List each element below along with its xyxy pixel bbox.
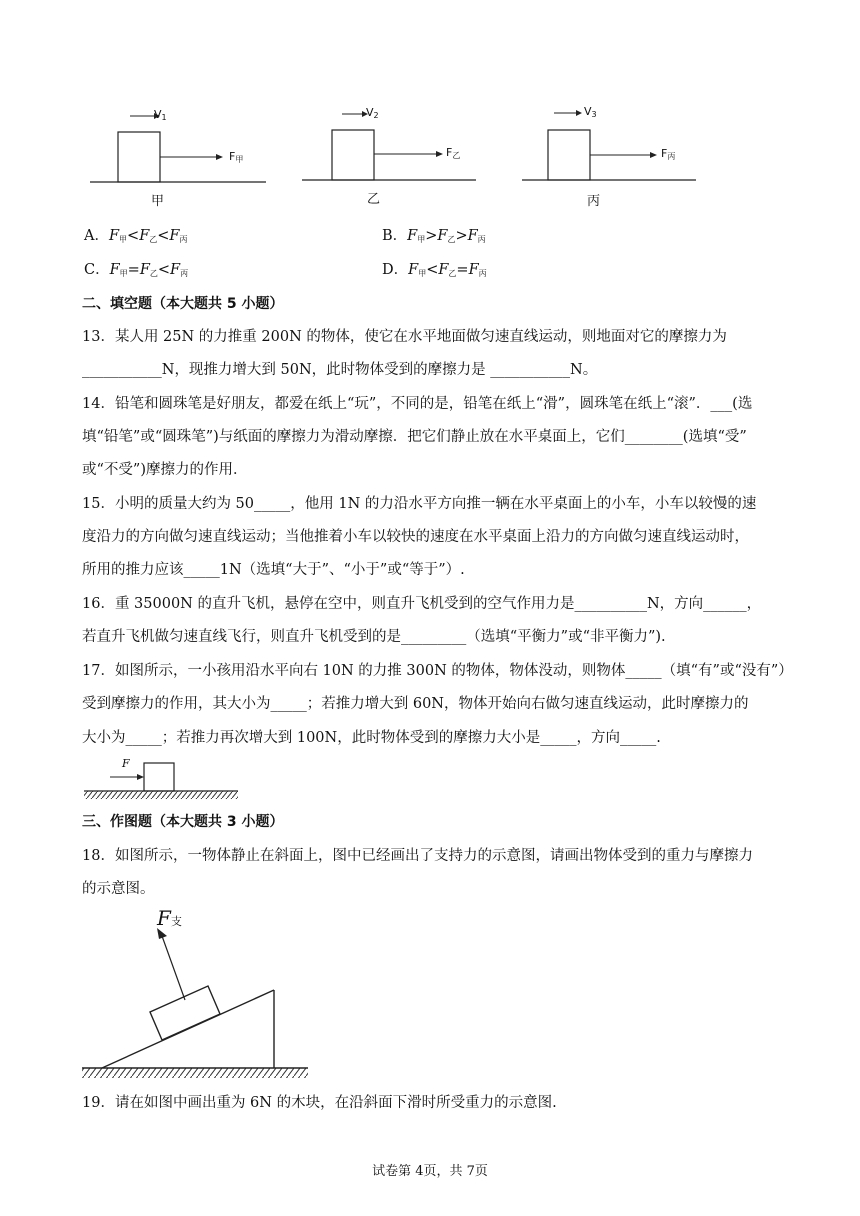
q12-option-d: D．$F_甲<F_乙=F_丙$ xyxy=(382,262,487,278)
q16-line-2: 若直升飞机做匀速直线飞行，则直升飞机受到的是_________（选填“平衡力”或“非平衡力”). xyxy=(82,629,666,645)
figure-jia xyxy=(90,113,266,182)
q15-line-2: 度沿力的方向做匀速直线运动；当他推着小车以较快的速度在水平桌面上沿力的方向做匀速直线运动时， xyxy=(82,529,749,545)
q17-figure xyxy=(82,756,242,804)
fig-yi-velocity-label: $V_2$ xyxy=(366,106,379,120)
q18-support-force-label: F支 xyxy=(157,906,182,930)
q17-line-2: 受到摩擦力的作用，其大小为_____；若推力增大到 60N，物体开始向右做匀速直线运动，此时摩擦力的 xyxy=(82,696,749,712)
fig-jia-force-label: $F_甲$ xyxy=(229,150,244,164)
q18-figure xyxy=(78,900,318,1086)
q14-line-2: 填“铅笔”或“圆珠笔”)与纸面的摩擦力为滑动摩擦．把它们静止放在水平桌面上，它们________(选填“受” xyxy=(82,429,747,445)
q12-figures xyxy=(80,96,720,216)
q19-text: 19．请在如图中画出重为 6N 的木块，在沿斜面下滑时所受重力的示意图. xyxy=(82,1095,557,1111)
q12-option-c: C．$F_甲=F_乙<F_丙$ xyxy=(84,262,189,278)
fig-bing-force-label: $F_丙$ xyxy=(661,147,676,161)
q14-line-3: 或“不受”)摩擦力的作用． xyxy=(82,462,248,478)
q17-force-label: F xyxy=(122,757,130,770)
fig-yi-force-label: $F_乙$ xyxy=(446,146,461,160)
fig-jia-caption: 甲 xyxy=(151,194,165,209)
page-footer: 试卷第 4页，共 7页 xyxy=(372,1164,488,1179)
q15-line-1: 15．小明的质量大约为 50_____，他用 1N 的力沿水平方向推一辆在水平桌面上的小车，小车以较慢的速 xyxy=(82,496,757,512)
q18-line-2: 的示意图。 xyxy=(82,881,155,897)
q13-line-2: ___________N，现推力增大到 50N，此时物体受到的摩擦力是 ___________N。 xyxy=(82,362,598,378)
fig-bing-velocity-label: $V_3$ xyxy=(584,105,597,119)
q15-line-3: 所用的推力应该_____1N（选填“大于”、“小于”或“等于”）. xyxy=(82,562,465,578)
fig-bing-caption: 丙 xyxy=(587,194,601,209)
q18-line-1: 18．如图所示，一物体静止在斜面上，图中已经画出了支持力的示意图，请画出物体受到的重力与摩擦力 xyxy=(82,848,753,864)
q12-option-b: B．$F_甲>F_乙>F_丙$ xyxy=(382,228,486,244)
section-3-heading: 三、作图题（本大题共 3 小题） xyxy=(82,814,284,830)
figure-bing xyxy=(522,110,696,180)
section-2-heading: 二、填空题（本大题共 5 小题） xyxy=(82,296,284,312)
q14-line-1: 14．铅笔和圆珠笔是好朋友，都爱在纸上“玩”，不同的是，铅笔在纸上“滑”，圆珠笔在纸上“滚”．___(选 xyxy=(82,396,753,412)
fig-yi-caption: 乙 xyxy=(367,192,381,207)
q16-line-1: 16．重 35000N 的直升飞机，悬停在空中，则直升飞机受到的空气作用力是__________N，方向______， xyxy=(82,596,762,612)
q12-option-a: A．$F_甲<F_乙<F_丙$ xyxy=(84,228,188,244)
q13-line-1: 13．某人用 25N 的力推重 200N 的物体，使它在水平地面做匀速直线运动，则地面对它的摩擦力为 xyxy=(82,329,727,345)
q17-line-1: 17．如图所示，一小孩用沿水平向右 10N 的力推 300N 的物体，物体没动，则物体_____（填“有”或“没有”） xyxy=(82,663,793,679)
q17-line-3: 大小为_____；若推力再次增大到 100N，此时物体受到的摩擦力大小是_____，方向_____. xyxy=(82,730,661,746)
fig-jia-velocity-label: $V_1$ xyxy=(154,108,167,122)
